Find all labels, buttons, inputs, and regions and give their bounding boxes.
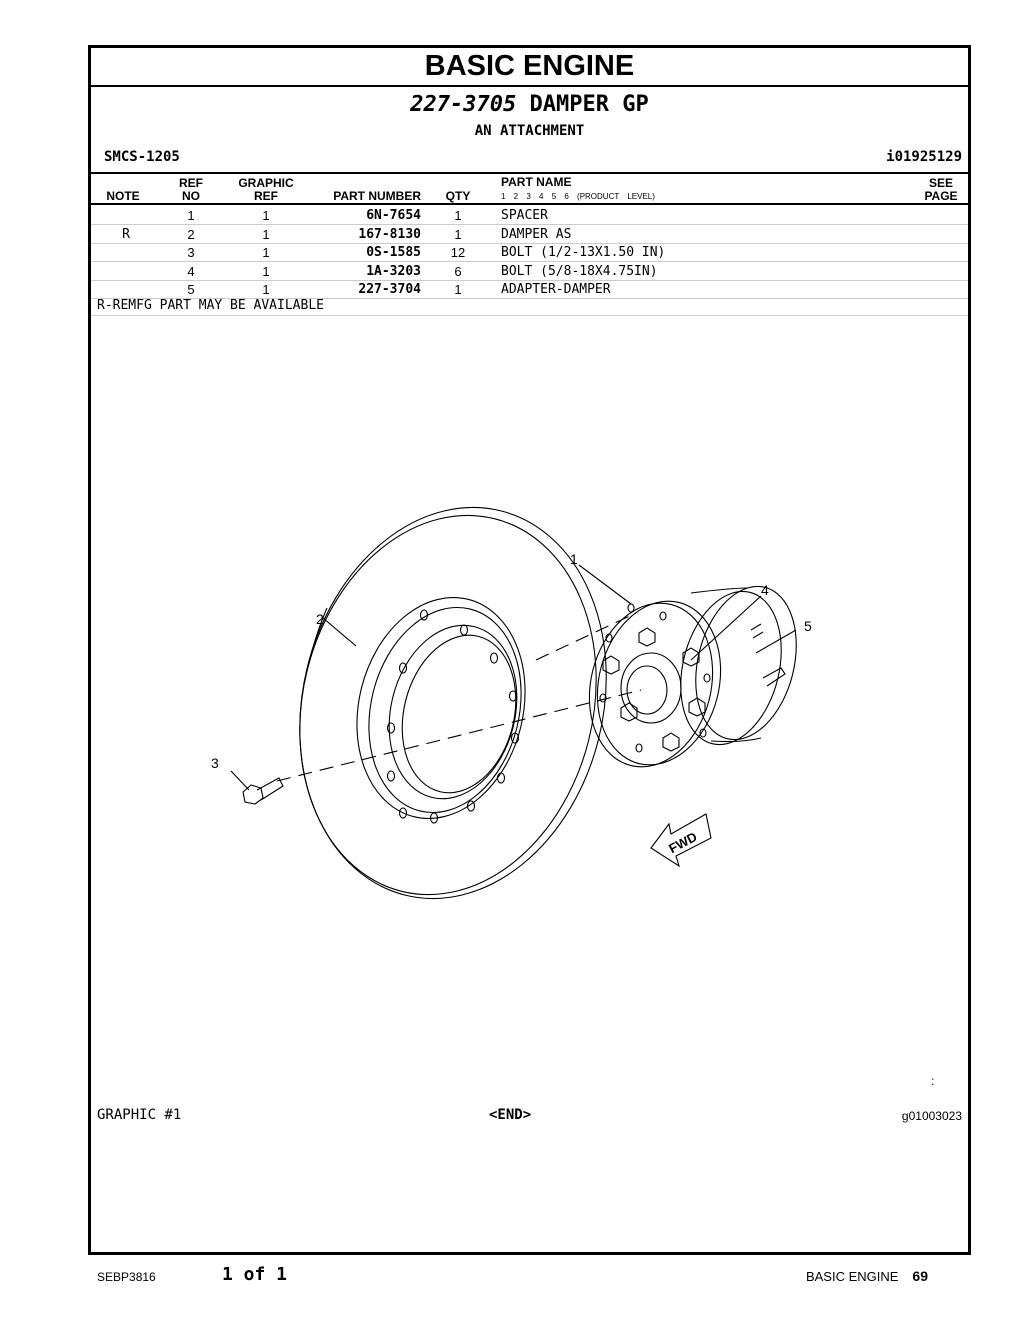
cell-part-number: 227-3704 xyxy=(358,282,421,297)
cell-name: BOLT (1/2-13X1.50 IN) xyxy=(501,245,666,260)
col-header-ref-top: REF xyxy=(179,176,203,190)
cell-name: SPACER xyxy=(501,208,548,223)
callout-5: 5 xyxy=(804,618,812,634)
cell-ref: 1 xyxy=(187,208,195,223)
cell-ref: 5 xyxy=(187,282,195,297)
cell-part-number: 167-8130 xyxy=(358,226,421,242)
adapter-bolt-heads xyxy=(603,628,705,751)
col-header-see-bottom: PAGE xyxy=(924,189,958,203)
col-header-qty: QTY xyxy=(445,189,471,203)
col-header-part-name: PART NAME xyxy=(501,175,572,189)
cell-graphic-ref: 1 xyxy=(262,245,270,260)
cell-part-number: 6N-7654 xyxy=(366,208,421,223)
cell-graphic-ref: 1 xyxy=(262,263,270,279)
cell-name: ADAPTER-DAMPER xyxy=(501,282,611,297)
bolt-item-3 xyxy=(243,778,283,804)
graphic-id: g01003023 xyxy=(901,1109,962,1123)
exploded-view-drawing xyxy=(91,48,968,1252)
cell-name: DAMPER AS xyxy=(501,226,572,242)
graphic-label: GRAPHIC #1 xyxy=(97,1107,182,1123)
adapter-assembly xyxy=(573,576,812,780)
cell-graphic-ref: 1 xyxy=(262,208,270,223)
footer-page-number: 69 xyxy=(912,1268,928,1284)
cell-qty: 12 xyxy=(450,245,466,260)
cell-ref: 4 xyxy=(187,263,195,279)
footer-section xyxy=(806,1268,928,1284)
callout-1: 1 xyxy=(570,551,578,567)
col-header-gref-bottom: REF xyxy=(254,189,278,203)
cell-note: R xyxy=(122,226,130,242)
col-header-note: NOTE xyxy=(106,189,140,203)
footer-page-of: 1 of 1 xyxy=(222,1264,288,1285)
alignment-lines xyxy=(277,613,641,781)
smcs-code: SMCS-1205 xyxy=(104,149,180,165)
col-header-ref-bottom: NO xyxy=(182,189,200,203)
footer-section-name: BASIC ENGINE xyxy=(805,1269,899,1284)
col-header-part-number: PART NUMBER xyxy=(333,189,421,203)
callout-3: 3 xyxy=(211,755,219,771)
product-level-label: 1 2 3 4 5 6 (PRODUCT LEVEL) xyxy=(501,192,655,201)
section-title: BASIC ENGINE xyxy=(91,48,968,87)
footer-doc-number: SEBP3816 xyxy=(97,1270,156,1284)
cell-part-number: 0S-1585 xyxy=(366,245,421,260)
stray-colon-mark: : xyxy=(931,1074,935,1088)
callout-2: 2 xyxy=(316,611,324,627)
group-name: DAMPER GP xyxy=(529,92,649,117)
cell-ref: 3 xyxy=(187,245,195,260)
page-frame xyxy=(88,45,971,1255)
cell-qty: 6 xyxy=(454,263,462,279)
cell-part-number: 1A-3203 xyxy=(366,263,421,279)
attachment-label: AN ATTACHMENT xyxy=(474,123,585,139)
footnote: R-REMFG PART MAY BE AVAILABLE xyxy=(97,298,324,313)
adapter-small-holes xyxy=(600,604,710,752)
callout-4: 4 xyxy=(761,582,769,598)
col-header-see-top: SEE xyxy=(928,176,953,190)
cell-qty: 1 xyxy=(454,226,462,242)
col-header-gref-top: GRAPHIC xyxy=(238,176,294,190)
cell-ref: 2 xyxy=(187,226,195,242)
cell-qty: 1 xyxy=(454,208,462,223)
group-number: 227-3705 xyxy=(410,92,517,117)
cell-qty: 1 xyxy=(454,282,462,297)
cell-name: BOLT (5/8-18X4.75IN) xyxy=(501,263,658,279)
fwd-label: FWD xyxy=(666,829,700,857)
end-marker: <END> xyxy=(489,1107,532,1123)
cell-graphic-ref: 1 xyxy=(262,226,270,242)
cell-graphic-ref: 1 xyxy=(262,282,270,297)
illustration-id: i01925129 xyxy=(886,149,962,165)
